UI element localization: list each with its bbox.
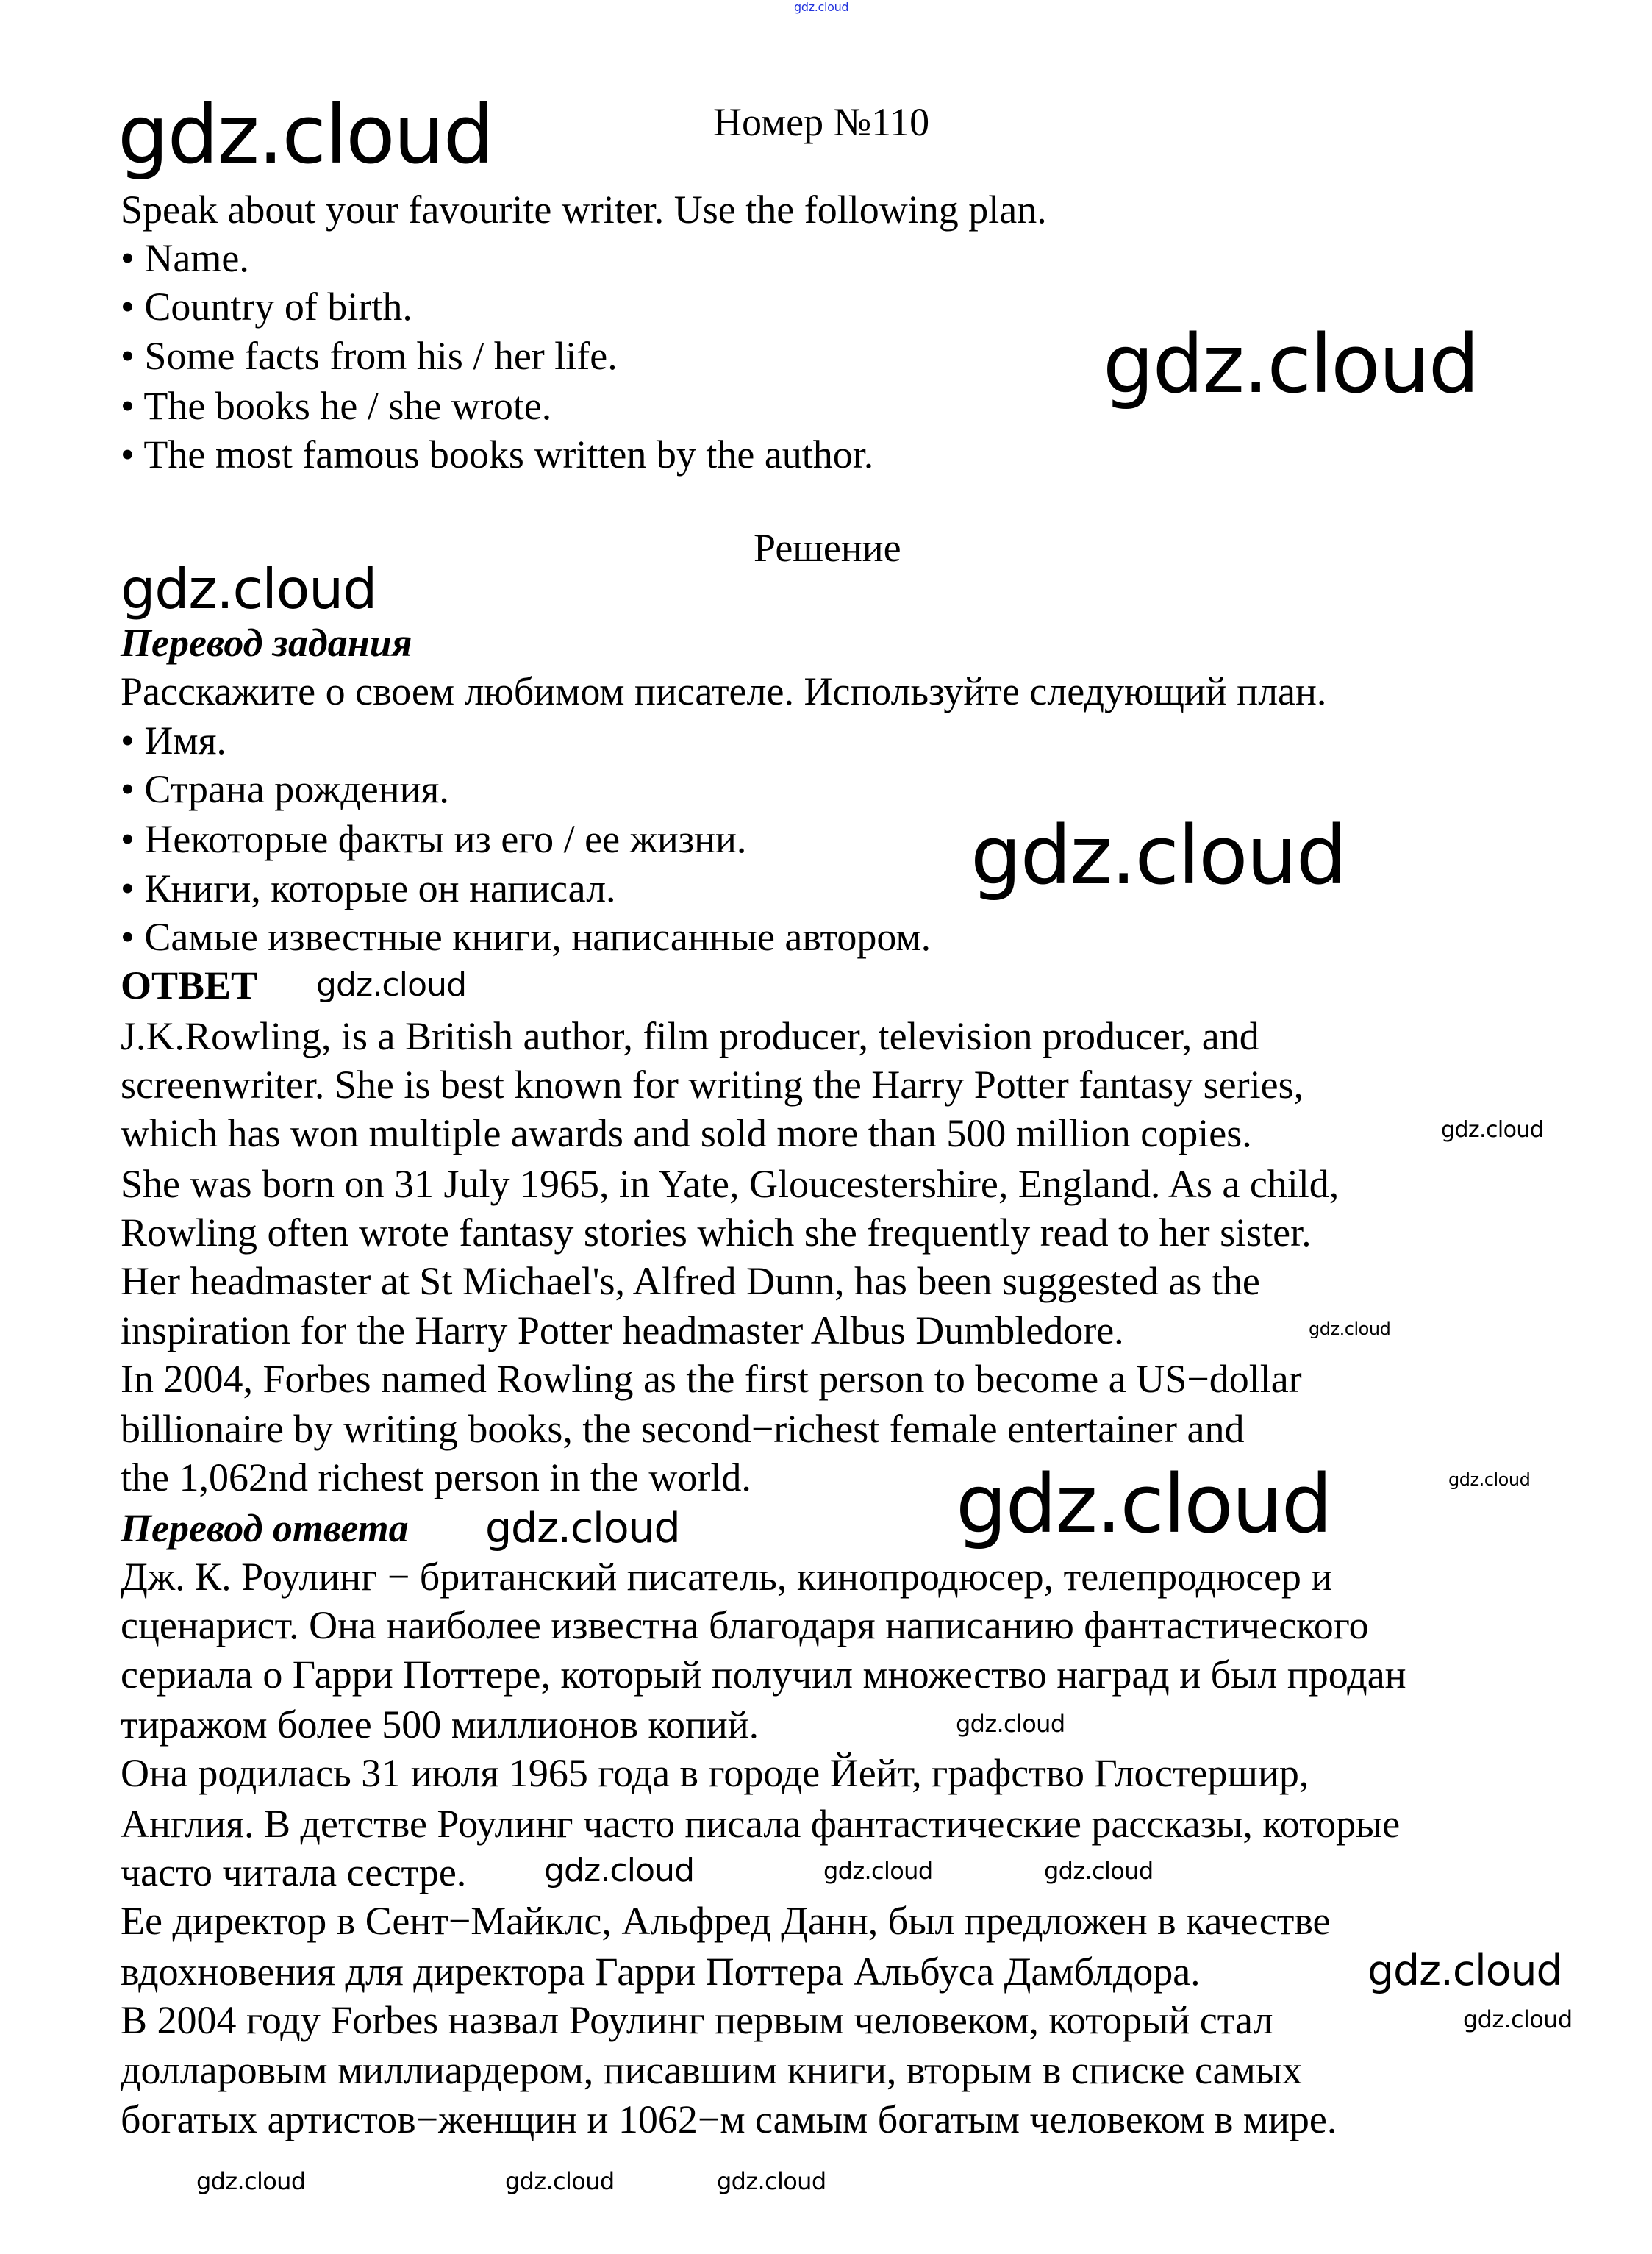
translation-plan-item: • Самые известные книги, написанные автором.: [121, 915, 932, 959]
answer-line: inspiration for the Harry Potter headmaster Albus Dumbledore.: [121, 1308, 1124, 1352]
watermark: gdz.cloud: [717, 2167, 826, 2195]
answer-translation-line: Она родилась 31 июля 1965 года в городе Йейт, графство Глостершир,: [121, 1751, 1309, 1795]
watermark-link[interactable]: gdz.cloud: [794, 0, 849, 14]
answer-translation-line: Англия. В детстве Роулинг часто писала фантастические рассказы, которые: [121, 1802, 1401, 1846]
plan-item: • Name.: [121, 236, 249, 280]
answer-line: Her headmaster at St Michael's, Alfred Dunn, has been suggested as the: [121, 1259, 1260, 1303]
answer-translation-line: Дж. К. Роулинг − британский писатель, кинопродюсер, телепродюсер и: [121, 1555, 1333, 1599]
answer-translation-line: вдохновения для директора Гарри Поттера Альбуса Дамблдора.: [121, 1950, 1201, 1994]
watermark: gdz.cloud: [1441, 1117, 1544, 1143]
answer-translation-line: часто читала сестре.: [121, 1850, 467, 1894]
watermark: gdz.cloud: [1463, 2005, 1573, 2033]
answer-heading: ОТВЕТ: [121, 963, 258, 1007]
translation-plan-item: • Страна рождения.: [121, 767, 449, 811]
watermark: gdz.cloud: [1044, 1857, 1154, 1885]
translation-plan-item: • Некоторые факты из его / ее жизни.: [121, 817, 747, 861]
watermark: gdz.cloud: [121, 557, 377, 621]
answer-line: Rowling often wrote fantasy stories which she frequently read to her sister.: [121, 1210, 1312, 1255]
watermark: gdz.cloud: [823, 1857, 933, 1885]
answer-line: screenwriter. She is best known for writing the Harry Potter fantasy series,: [121, 1063, 1304, 1107]
answer-line: which has won multiple awards and sold more than 500 million copies.: [121, 1111, 1252, 1155]
answer-translation-line: богатых артистов−женщин и 1062−м самым богатым человеком в мире.: [121, 2097, 1337, 2141]
translation-plan-item: • Имя.: [121, 718, 226, 763]
plan-item: • Country of birth.: [121, 285, 412, 329]
watermark: gdz.cloud: [196, 2167, 306, 2195]
answer-translation-line: Ее директор в Сент−Майклс, Альфред Данн, был предложен в качестве: [121, 1899, 1331, 1943]
page-title: Номер №110: [713, 100, 930, 144]
watermark: gdz.cloud: [970, 808, 1346, 902]
watermark: gdz.cloud: [544, 1852, 695, 1889]
watermark: gdz.cloud: [1309, 1319, 1391, 1339]
watermark: gdz.cloud: [485, 1504, 680, 1552]
translation-heading: Перевод задания: [121, 621, 412, 665]
answer-line: billionaire by writing books, the second−richest female entertainer and: [121, 1407, 1245, 1451]
answer-translation-line: долларовым миллиардером, писавшим книги, вторым в списке самых: [121, 2048, 1303, 2092]
answer-line: She was born on 31 July 1965, in Yate, Gloucestershire, England. As a child,: [121, 1162, 1340, 1206]
watermark: gdz.cloud: [1367, 1947, 1562, 1995]
answer-translation-line: В 2004 году Forbes назвал Роулинг первым человеком, который стал: [121, 1998, 1273, 2042]
watermark: gdz.cloud: [118, 88, 493, 182]
answer-translation-line: сценарист. Она наиболее известна благодаря написанию фантастического: [121, 1603, 1369, 1647]
watermark: gdz.cloud: [505, 2167, 615, 2195]
translation-prompt: Расскажите о своем любимом писателе. Используйте следующий план.: [121, 669, 1327, 713]
watermark: gdz.cloud: [1448, 1469, 1531, 1490]
answer-line: J.K.Rowling, is a British author, film producer, television producer, and: [121, 1014, 1259, 1058]
answer-translation-heading: Перевод ответа: [121, 1506, 409, 1550]
answer-line: In 2004, Forbes named Rowling as the first person to become a US−dollar: [121, 1357, 1302, 1401]
solution-heading: Решение: [754, 526, 901, 570]
answer-translation-line: тиражом более 500 миллионов копий.: [121, 1702, 759, 1747]
task-prompt: Speak about your favourite writer. Use the following plan.: [121, 188, 1047, 232]
watermark: gdz.cloud: [1103, 317, 1478, 411]
watermark: gdz.cloud: [956, 1710, 1065, 1738]
answer-translation-line: сериала о Гарри Поттере, который получил множество наград и был продан: [121, 1652, 1406, 1697]
translation-plan-item: • Книги, которые он написал.: [121, 866, 616, 910]
watermark: gdz.cloud: [956, 1457, 1331, 1551]
plan-item: • The most famous books written by the author.: [121, 432, 874, 477]
answer-line: the 1,062nd richest person in the world.: [121, 1455, 751, 1499]
watermark: gdz.cloud: [316, 966, 467, 1004]
plan-item: • The books he / she wrote.: [121, 384, 552, 428]
plan-item: • Some facts from his / her life.: [121, 334, 618, 378]
